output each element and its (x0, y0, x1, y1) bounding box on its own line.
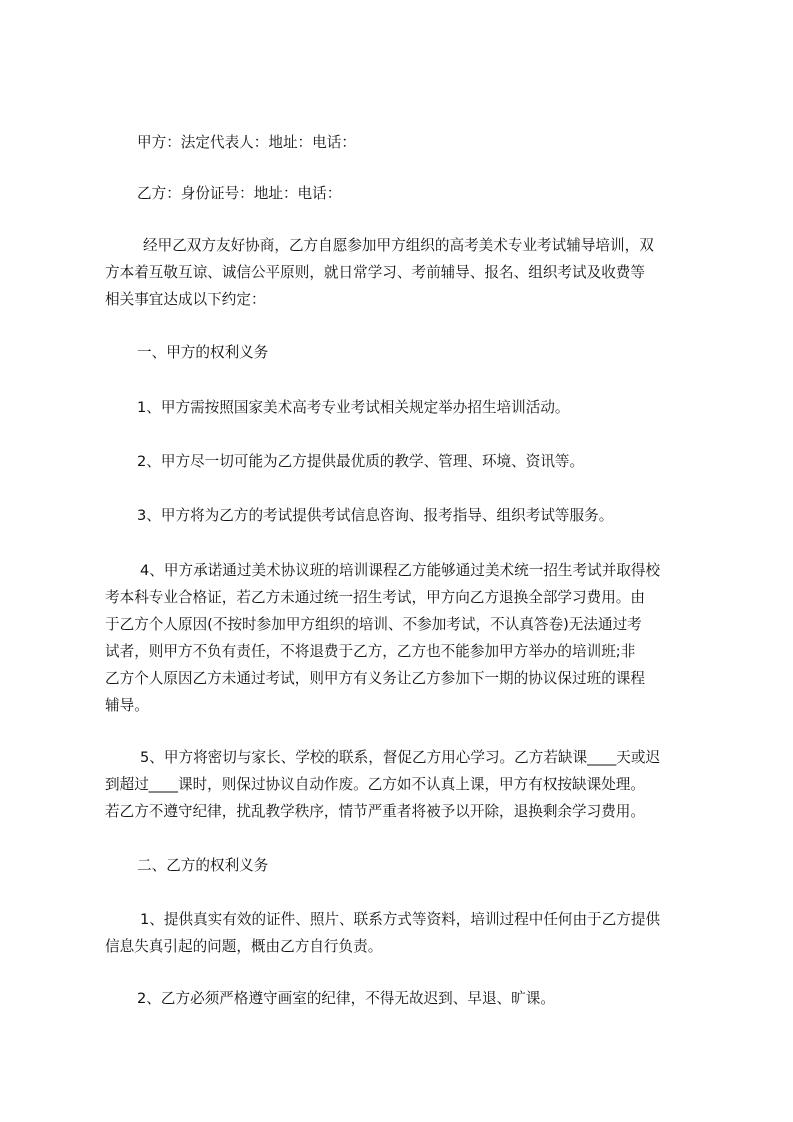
paragraph-preamble (105, 232, 705, 313)
text-line: 4、甲方承诺通过美术协议班的培训课程乙方能够通过美术统一招生考试并取得校 (140, 562, 661, 579)
text-line: 5、甲方将密切与家长、学校的联系，督促乙方用心学习。乙方若缺课____天或迟 (140, 749, 661, 766)
text-line: 到超过____课时，则保过协议自动作废。乙方如不认真上课，甲方有权按缺课处理。 (105, 776, 645, 793)
text-line: 于乙方个人原因(不按时参加甲方组织的培训、不参加考试，不认真答卷)无法通过考 (105, 616, 642, 633)
text-line: 经甲乙双方友好协商，乙方自愿参加甲方组织的高考美术专业考试辅导培训，双 (143, 237, 654, 254)
text-line: 2、乙方必须严格遵守画室的纪律，不得无故迟到、早退、旷课。 (137, 990, 555, 1007)
text-line: 甲方：法定代表人：地址：电话： (137, 134, 356, 151)
text-line: 2、甲方尽一切可能为乙方提供最优质的教学、管理、环境、资讯等。 (137, 453, 585, 470)
text-line: 乙方：身份证号：地址：电话： (137, 185, 342, 202)
paragraph-a-clause-3 (105, 502, 705, 529)
text-line: 3、甲方将为乙方的考试提供考试信息咨询、报考指导、组织考试等服务。 (137, 507, 614, 524)
paragraph-party-b-info (105, 180, 705, 207)
paragraph-a-clause-1 (105, 394, 705, 421)
paragraph-section-1-heading (105, 339, 705, 366)
paragraph-a-clause-2 (105, 448, 705, 475)
text-line: 方本着互敬互谅、诚信公平原则，就日常学习、考前辅导、报名、组织考试及收费等 (105, 264, 645, 281)
text-line: 若乙方不遵守纪律，扰乱教学秩序，情节严重者将被予以开除，退换剩余学习费用。 (105, 803, 645, 820)
paragraph-party-a-info (105, 129, 705, 156)
text-line: 1、甲方需按照国家美术高考专业考试相关规定举办招生培训活动。 (137, 399, 570, 416)
text-line: 辅导。 (105, 697, 149, 714)
paragraph-a-clause-5 (105, 744, 705, 825)
text-line: 乙方个人原因乙方未通过考试，则甲方有义务让乙方参加下一期的协议保过班的课程 (105, 670, 645, 687)
text-line: 一、甲方的权利义务 (137, 344, 269, 361)
text-line: 相关事宜达成以下约定： (105, 291, 266, 308)
text-line: 考本科专业合格证，若乙方未通过统一招生考试，甲方向乙方退换全部学习费用。由 (105, 589, 645, 606)
paragraph-section-2-heading (105, 852, 705, 879)
text-line: 二、乙方的权利义务 (137, 857, 269, 874)
text-line: 信息失真引起的问题，概由乙方自行负责。 (105, 938, 383, 955)
paragraph-b-clause-2 (105, 985, 705, 1012)
paragraph-b-clause-1 (105, 906, 705, 960)
text-line: 1、提供真实有效的证件、照片、联系方式等资料，培训过程中任何由于乙方提供 (140, 911, 661, 928)
text-line: 试者，则甲方不负有责任，不将退费于乙方，乙方也不能参加甲方举办的培训班;非 (105, 643, 636, 660)
paragraph-a-clause-4 (105, 557, 705, 719)
